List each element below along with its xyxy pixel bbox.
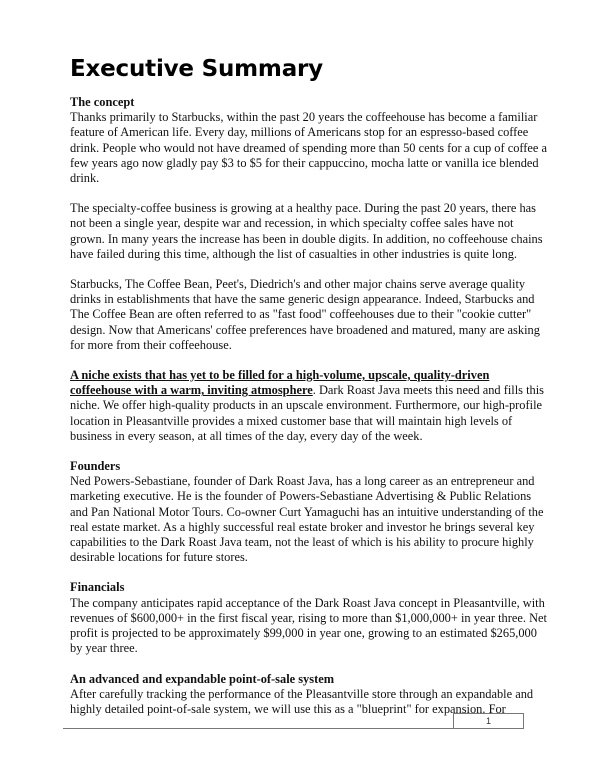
page-number: 1 (485, 716, 491, 726)
concept-paragraph-2: The specialty-coffee business is growing at a healthy pace. During the past 20 years, there has not been a single year, despite war and recession, in which specialty coffee sales have not grown. In many years the increase has been in double digits. In addition, no coffeehouse chains have failed during this time, although the list of casualties in other industries is quite long. (70, 201, 543, 261)
page-title: Executive Summary (70, 56, 323, 82)
footer-rule (63, 728, 524, 729)
founders-paragraph: Ned Powers-Sebastiane, founder of Dark Roast Java, has a long career as an entrepreneur and marketing executive. He is the founder of Powers-Sebastiane Advertising & Public Relations and Pan National Motor Tours. Co-owner Curt Yamaguchi has an intuitive understanding of the real estate market. As a highly successful real estate broker and investor he brings several key capabilities to the Dark Roast Java team, not the least of which is his ability to procure highly desirable locations for future stores. (70, 474, 544, 565)
document-body (70, 95, 550, 731)
niche-statement: A niche exists that has yet to be filled for a high-volume, upscale, quality-driven coffeehouse with a warm, inviting atmosphere (70, 368, 490, 398)
concept-paragraph-4 (70, 368, 550, 444)
section-financials (70, 580, 550, 656)
section-heading-financials: Financials (70, 580, 125, 595)
section-heading-concept: The concept (70, 95, 135, 109)
niche-statement-continuation: . Dark Roast Java meets this need and fills this niche. We offer high-quality products in an upscale environment. Furthermore, our high-profile location in Pleasantville provides a mixed customer base that will maintain high levels of business in every season, at all times of the day, every day of the week. (70, 383, 544, 443)
section-pos (70, 672, 550, 718)
section-concept (70, 95, 550, 444)
section-heading-founders: Founders (70, 459, 121, 474)
financials-paragraph: The company anticipates rapid acceptance of the Dark Roast Java concept in Pleasantville, with revenues of $600,000+ in the first fiscal year, rising to more than $1,000,000+ in year three. Net profit is projected to be approximately $99,000 in year one, growing to an estimated $265,000 by year three. (70, 595, 547, 656)
concept-paragraph-3: Starbucks, The Coffee Bean, Peet's, Diedrich's and other major chains serve average quality drinks in establishments that have the same generic design appearance. Indeed, Starbucks and The Coffee Bean are often referred to as "fast food" coffeehouses due to their "cookie cutter" design. Now that Americans' coffee preferences have broadened and matured, many are asking for more from their coffeehouse. (70, 277, 540, 352)
pos-paragraph: After carefully tracking the performance of the Pleasantville store through an expandable and highly detailed point-of-sale system, we will use this as a "blueprint" for expansion. For (70, 686, 534, 716)
section-heading-pos: An advanced and expandable point-of-sale system (70, 671, 335, 686)
section-founders (70, 459, 550, 565)
concept-paragraph-1: Thanks primarily to Starbucks, within the past 20 years the coffeehouse has become a familiar feature of American life. Every day, millions of Americans stop for an espresso-based coffee drink. People who would not have dreamed of spending more than 50 cents for a cup of coffee a few years ago now gladly pay $3 to $5 for their cappuccino, mocha latte or vanilla ice blended drink. (70, 110, 548, 186)
